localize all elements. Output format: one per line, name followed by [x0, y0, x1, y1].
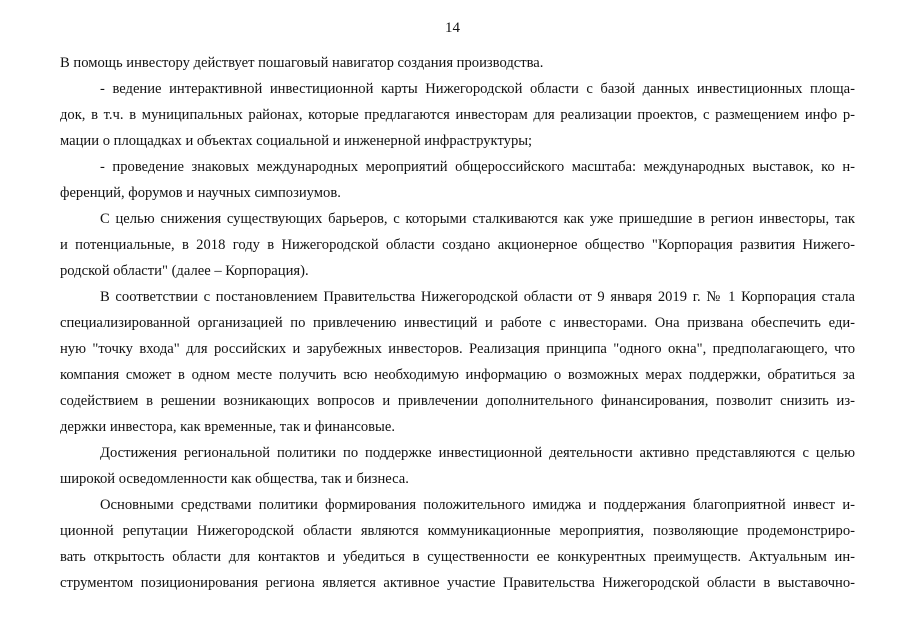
- text-line: док, в т.ч. в муниципальных районах, которые предлагаются инвесторам для реализации проектов, с размещением инфо р-: [60, 107, 855, 123]
- text-line: струментом позиционирования региона является активное участие Правительства Нижегородской области в выставочно-: [60, 575, 855, 591]
- text-line: родской области" (далее – Корпорация).: [60, 263, 309, 279]
- text-line: Основными средствами политики формирования положительного имиджа и поддержания благоприятной инвест и-: [100, 497, 855, 513]
- text-line: Достижения региональной политики по поддержке инвестиционной деятельности активно представляются с целью: [100, 445, 855, 461]
- text-line: содействием в решении возникающих вопросов и привлечении дополнительного финансирования, позволит снизить из-: [60, 393, 855, 409]
- text-line: компания сможет в одном месте получить всю необходимую информацию о возможных мерах поддержки, обратиться за: [60, 367, 855, 383]
- text-line: вать открытость области для контактов и убедиться в существенности ее конкурентных преимуществ. Актуальным ин-: [60, 549, 855, 565]
- document-body: [60, 50, 855, 596]
- text-line: широкой осведомленности как общества, так и бизнеса.: [60, 471, 409, 487]
- text-line: держки инвестора, как временные, так и финансовые.: [60, 419, 395, 435]
- text-line: ционной репутации Нижегородской области являются коммуникационные мероприятия, позволяющие продемонстриро-: [60, 523, 855, 539]
- text-line: ную "точку входа" для российских и зарубежных инвесторов. Реализация принципа "одного окна", предполагающего, что: [60, 341, 855, 357]
- text-line: ференций, форумов и научных симпозиумов.: [60, 185, 341, 201]
- text-line: С целью снижения существующих барьеров, с которыми сталкиваются как уже пришедшие в регион инвесторы, так: [100, 211, 855, 227]
- page-number: 14: [445, 20, 460, 36]
- text-line: В помощь инвестору действует пошаговый навигатор создания производства.: [60, 55, 544, 71]
- text-line: специализированной организацией по привлечению инвестиций и работе с инвесторами. Она призвана обеспечить еди-: [60, 315, 855, 331]
- text-line: - ведение интерактивной инвестиционной карты Нижегородской области с базой данных инвестиционных площа-: [100, 81, 855, 97]
- text-line: - проведение знаковых международных мероприятий общероссийского масштаба: международных выставок, ко н-: [100, 159, 855, 175]
- text-line: В соответствии с постановлением Правительства Нижегородской области от 9 января 2019 г. № 1 Корпорация стала: [100, 289, 855, 305]
- text-line: и потенциальные, в 2018 году в Нижегородской области создано акционерное общество "Корпорация развития Нижего-: [60, 237, 855, 253]
- text-line: мации о площадках и объектах социальной и инженерной инфраструктуры;: [60, 133, 533, 149]
